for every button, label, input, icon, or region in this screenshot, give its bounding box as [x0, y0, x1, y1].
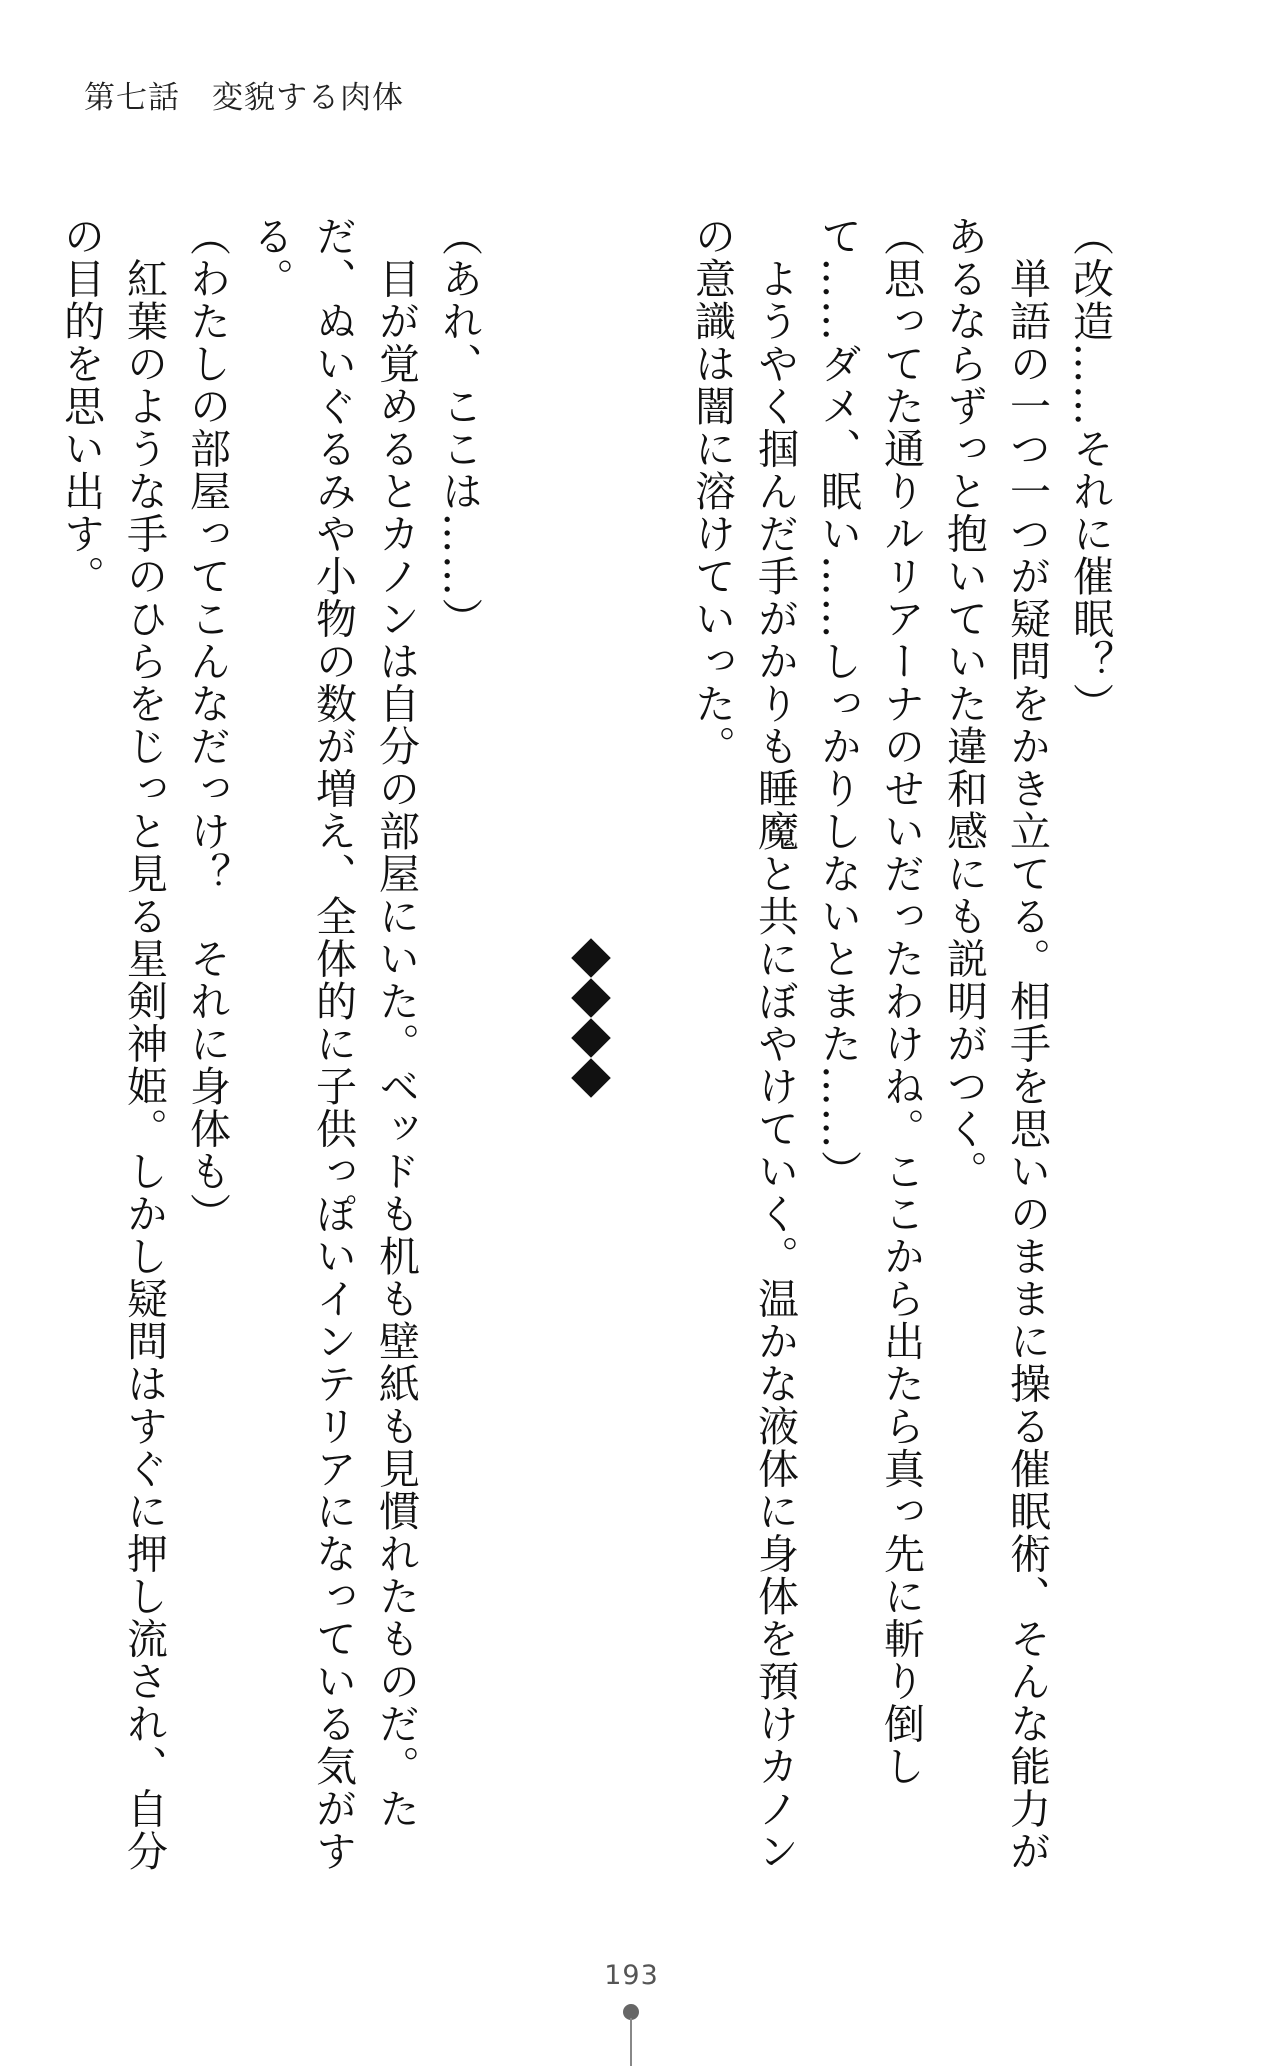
- diamond-icon: [571, 978, 611, 1018]
- chapter-header: 第七話 変貌する肉体: [84, 80, 404, 116]
- paragraph-2: 単語の一つ一つが疑問をかき立てる。相手を思いのままに操る催眠術、そんな能力があるならずっと抱いていた違和感にも説明がつく。: [940, 215, 1051, 1873]
- paragraph-7: （わたしの部屋ってこんなだっけ？ それに身体も）: [183, 215, 231, 1235]
- diamond-icon: [571, 1058, 611, 1098]
- paragraph-1: （改造……それに催眠？）: [1066, 215, 1114, 725]
- paragraph-6: 目が覚めるとカノンは自分の部屋にいた。ベッドも机も壁紙も見慣れたものだ。ただ、ぬいぐるみや小物の数が増え、全体的に子供っぽいインテリアになっている気がする。: [246, 215, 420, 1873]
- diamond-icon: [571, 938, 611, 978]
- paragraph-3: （思ってた通りルリアーナのせいだったわけね。ここから出たら真っ先に斬り倒して……ダメ、眠い……しっかりしないとまた……）: [814, 215, 925, 1788]
- page-number: 193: [604, 1960, 659, 1991]
- paragraph-4: ようやく掴んだ手がかりも睡魔と共にぼやけていく。温かな液体に身体を預けカノンの意識は闇に溶けていった。: [688, 215, 799, 1873]
- scene-break-diamonds: [561, 936, 621, 1116]
- paragraph-8: 紅葉のような手のひらをじっと見る星剣神姫。しかし疑問はすぐに押し流され、自分の目的を思い出す。: [57, 215, 168, 1873]
- diamond-icon: [571, 1018, 611, 1058]
- paragraph-5: （あれ、ここは……）: [435, 215, 483, 640]
- page-marker-line: [630, 2018, 632, 2066]
